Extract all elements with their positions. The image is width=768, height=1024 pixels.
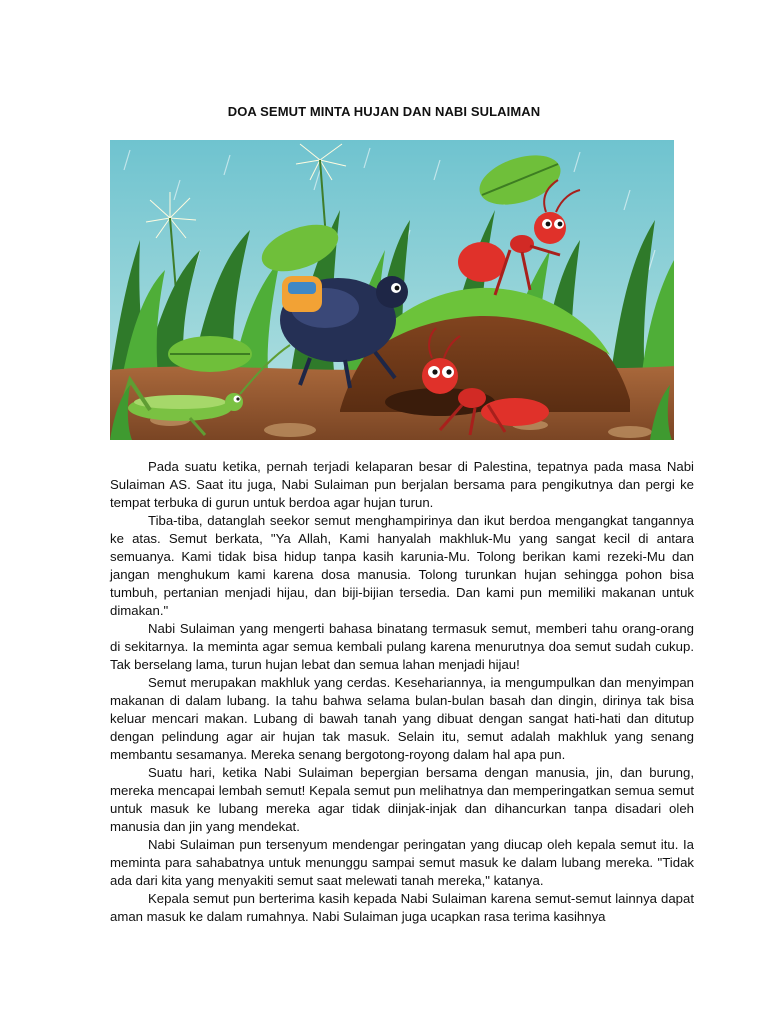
document-title: DOA SEMUT MINTA HUJAN DAN NABI SULAIMAN bbox=[227, 104, 541, 119]
story-body bbox=[110, 458, 694, 926]
paragraph-5: Suatu hari, ketika Nabi Sulaiman bepergian bersama dengan manusia, jin, dan burung, mereka mencapai lembah semut! Kepala semut pun melihatnya dan memperingatkan semua semut untuk masuk ke lubang mereka agar tidak diinjak-injak dan dihancurkan tanpa disadari oleh manusia dan jin yang mendekat. bbox=[110, 765, 694, 834]
paragraph-2: Tiba-tiba, datanglah seekor semut menghampirinya dan ikut berdoa mengangkat tangannya ke atas. Semut berkata, "Ya Allah, Kami hanyalah makhluk-Mu yang sangat kecil di antara semuanya. Kami tidak bisa hidup tanpa kasih karunia-Mu. Tolong berikan kami rezeki-Mu dan jangan menghukum kami karena dosa manusia. Tolong turunkan hujan sehingga pohon bisa tumbuh, pertanian menjadi hijau, dan biji-bijian tersedia. Dan kami pun memiliki makanan untuk dimakan." bbox=[110, 513, 694, 618]
paragraph-7: Kepala semut pun berterima kasih kepada Nabi Sulaiman karena semut-semut lainnya dapat aman masuk ke dalam rumahnya. Nabi Sulaiman juga ucapkan rasa terima kasihnya bbox=[110, 891, 694, 924]
story-illustration bbox=[110, 140, 674, 440]
paragraph-1: Pada suatu ketika, pernah terjadi kelaparan besar di Palestina, tepatnya pada masa Nabi Sulaiman AS. Saat itu juga, Nabi Sulaiman pun berjalan bersama para pengikutnya dan pergi ke tempat terbuka di gurun untuk berdoa agar hujan turun. bbox=[110, 459, 694, 510]
paragraph-6: Nabi Sulaiman pun tersenyum mendengar peringatan yang diucap oleh kepala semut itu. Ia meminta para sahabatnya untuk menunggu sampai semut masuk ke dalam lubang mereka. "Tidak ada dari kita yang menyakiti semut saat melewati tanah mereka," katanya. bbox=[110, 837, 694, 888]
illustration-svg bbox=[110, 140, 674, 440]
paragraph-3: Nabi Sulaiman yang mengerti bahasa binatang termasuk semut, memberi tahu orang-orang di sekitarnya. Ia meminta agar semua kembali pulang karena menurutnya doa semut sudah cukup. Tak berselang lama, turun hujan lebat dan semua lahan menjadi hijau! bbox=[110, 621, 694, 672]
paragraph-4: Semut merupakan makhluk yang cerdas. Kesehariannya, ia mengumpulkan dan menyimpan makanan di dalam lubang. Ia tahu bahwa selama bulan-bulan basah dan dingin, dirinya tak bisa keluar mencari makan. Lubang di bawah tanah yang dibuat dengan sangat hati-hati dan ditutup dengan pelindung agar air hujan tak masuk. Selain itu, semut adalah makhluk yang senang membantu sesamanya. Mereka senang bergotong-royong dalam hal apa pun. bbox=[110, 675, 694, 762]
